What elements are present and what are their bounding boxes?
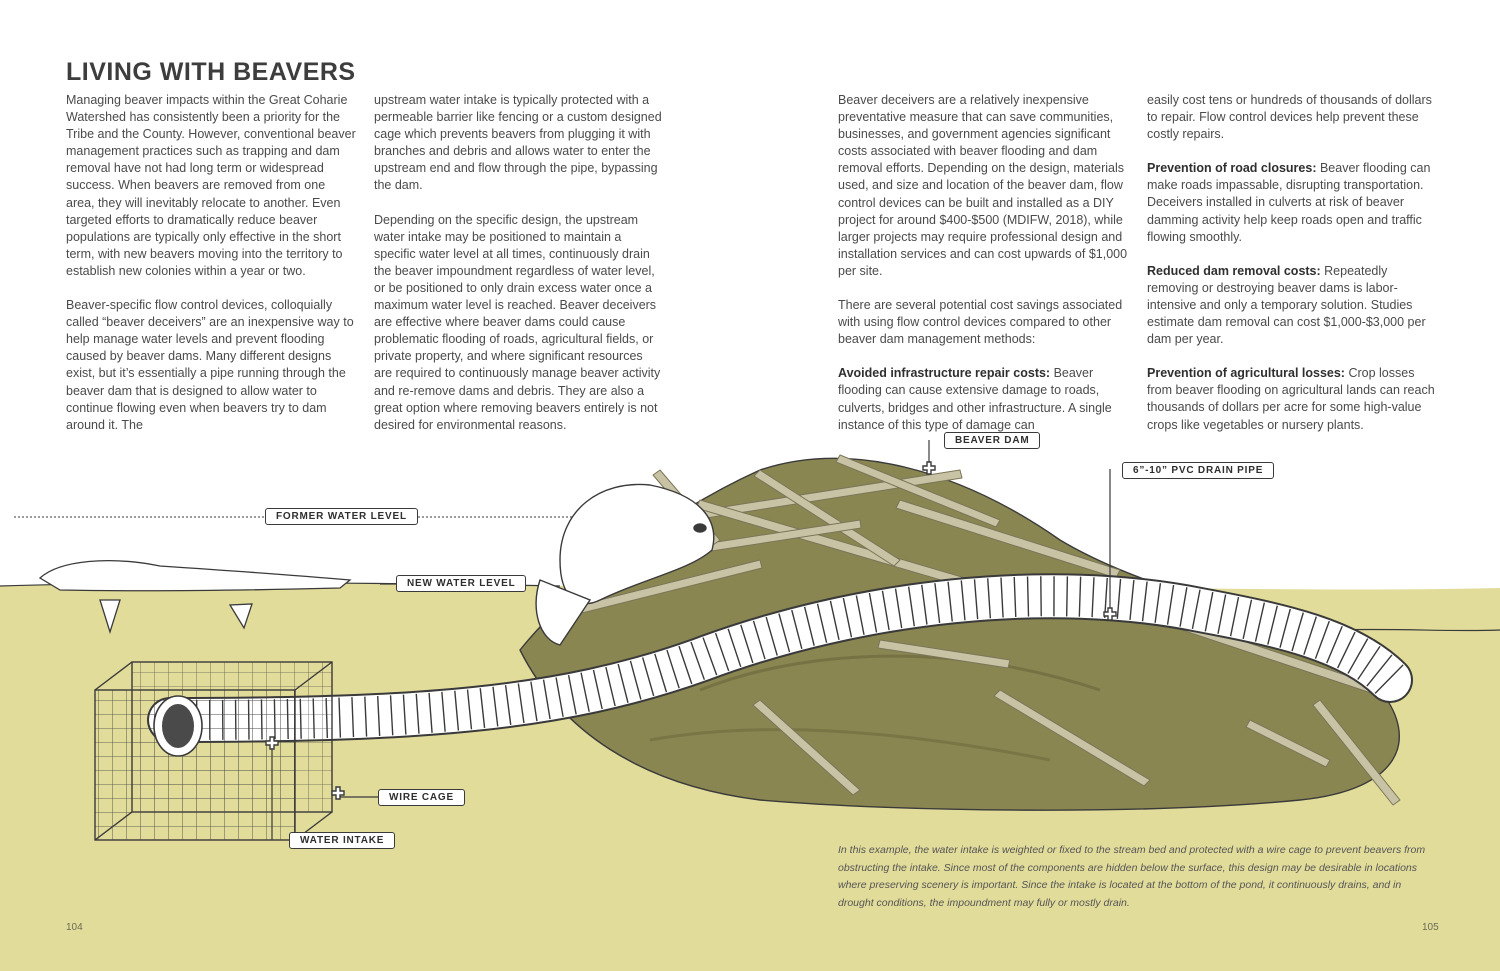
label-pvc-drain-pipe: 6”-10” PVC DRAIN PIPE <box>1122 462 1274 479</box>
page-number-right: 105 <box>1422 922 1439 933</box>
paragraph-heading: Reduced dam removal costs: <box>1147 263 1321 278</box>
paragraph: Beaver deceivers are a relatively inexpensive preventative measure that can save communities, businesses, and government agencies significant costs associated with beaver flooding and dam removal efforts. Depending on the design, materials used, and size and location of the beaver dam, flow control devices can be built and installed as a DIY project for around $400-$500 (MDIFW, 2018), while larger projects may require professional design and installation services and can cost upwards of $1,000 per site. <box>838 93 1128 278</box>
water-intake <box>154 696 202 756</box>
text-column-1 <box>66 92 356 451</box>
paragraph-heading: Prevention of road closures: <box>1147 161 1317 176</box>
paragraph: Managing beaver impacts within the Great Coharie Watershed has consistently been a priority for the Tribe and the County. However, conventional beaver management practices such as trapping and dam removal have not had long term or widespread success. When beavers are removed from one area, they will inevitably relocate to another. Even targeted efforts to dramatically reduce beaver populations are typically only effective in the short term, with new beavers moving into the territory to establish new colonies within a year or two. <box>66 93 356 278</box>
page-title: LIVING WITH BEAVERS <box>66 58 356 86</box>
text-column-4 <box>1147 92 1439 451</box>
label-beaver-dam: BEAVER DAM <box>944 432 1040 449</box>
paragraph-text: Repeatedly removing or destroying beaver dams is labor-intensive and only a temporary solution. Studies estimate dam removal can cost $1,000-$3,000 per dam per year. <box>1147 263 1426 347</box>
text-column-3 <box>838 92 1130 451</box>
paragraph <box>1147 263 1439 348</box>
paragraph: Beaver-specific flow control devices, colloquially called “beaver deceivers” are an inexpensive way to help manage water levels and prevent flooding caused by beaver dams. Many different designs exist, but it’s essentially a pipe running through the beaver dam that is designed to allow water to continue flowing even when beavers try to dam around it. The <box>66 298 354 432</box>
paragraph: Depending on the specific design, the upstream water intake may be positioned to maintain a specific water level at all times, continuously drain the beaver impoundment regardless of water level, or be positioned to only drain excess water once a maximum water level is reached. Beaver deceivers are effective where beaver dams could cause problematic flooding of roads, agricultural fields, or private property, and where significant resources are required to continuously manage beaver activity and re-remove dams and debris. They are also a great option where removing beavers entirely is not desired for environmental reasons. <box>374 212 661 432</box>
paragraph <box>1147 160 1439 245</box>
label-former-water-level: FORMER WATER LEVEL <box>265 508 418 525</box>
label-wire-cage: WIRE CAGE <box>378 789 465 806</box>
page-number-left: 104 <box>66 922 83 933</box>
paragraph: There are several potential cost savings associated with using flow control devices compared to other beaver dam management methods: <box>838 298 1123 347</box>
paragraph-heading: Prevention of agricultural losses: <box>1147 366 1345 381</box>
paragraph: upstream water intake is typically protected with a permeable barrier like fencing or a custom designed cage which prevents beavers from plugging it with branches and debris and allows water to enter the upstream end and flow through the pipe, bypassing the dam. <box>374 93 662 193</box>
label-water-intake: WATER INTAKE <box>289 832 395 849</box>
paragraph-heading: Avoided infrastructure repair costs: <box>838 366 1051 381</box>
paragraph-text: Beaver flooding can cause extensive damage to roads, culverts, bridges and other infrastructure. A single instance of this type of damage can <box>838 366 1112 432</box>
paragraph: easily cost tens or hundreds of thousands of dollars to repair. Flow control devices help prevent these costly repairs. <box>1147 93 1432 142</box>
text-column-2 <box>374 92 664 451</box>
label-new-water-level: NEW WATER LEVEL <box>396 575 526 592</box>
paragraph-text: Beaver flooding can make roads impassable, disrupting transportation. Deceivers installed in culverts at risk of beaver damming activity help keep roads open and traffic flowing smoothly. <box>1147 161 1431 244</box>
figure-caption: In this example, the water intake is weighted or fixed to the stream bed and protected with a wire cage to prevent beavers from obstructing the intake. Since most of the components are hidden below the surface, this design may be desirable in locations where preserving scenery is important. Since the intake is located at the bottom of the pond, it continuously drains, and in drought conditions, the impoundment may fully or mostly drain. <box>838 844 1426 909</box>
paragraph-text: Crop losses from beaver flooding on agricultural lands can reach thousands of dollars per acre for some high-value crops like vegetables or nursery plants. <box>1147 366 1435 432</box>
